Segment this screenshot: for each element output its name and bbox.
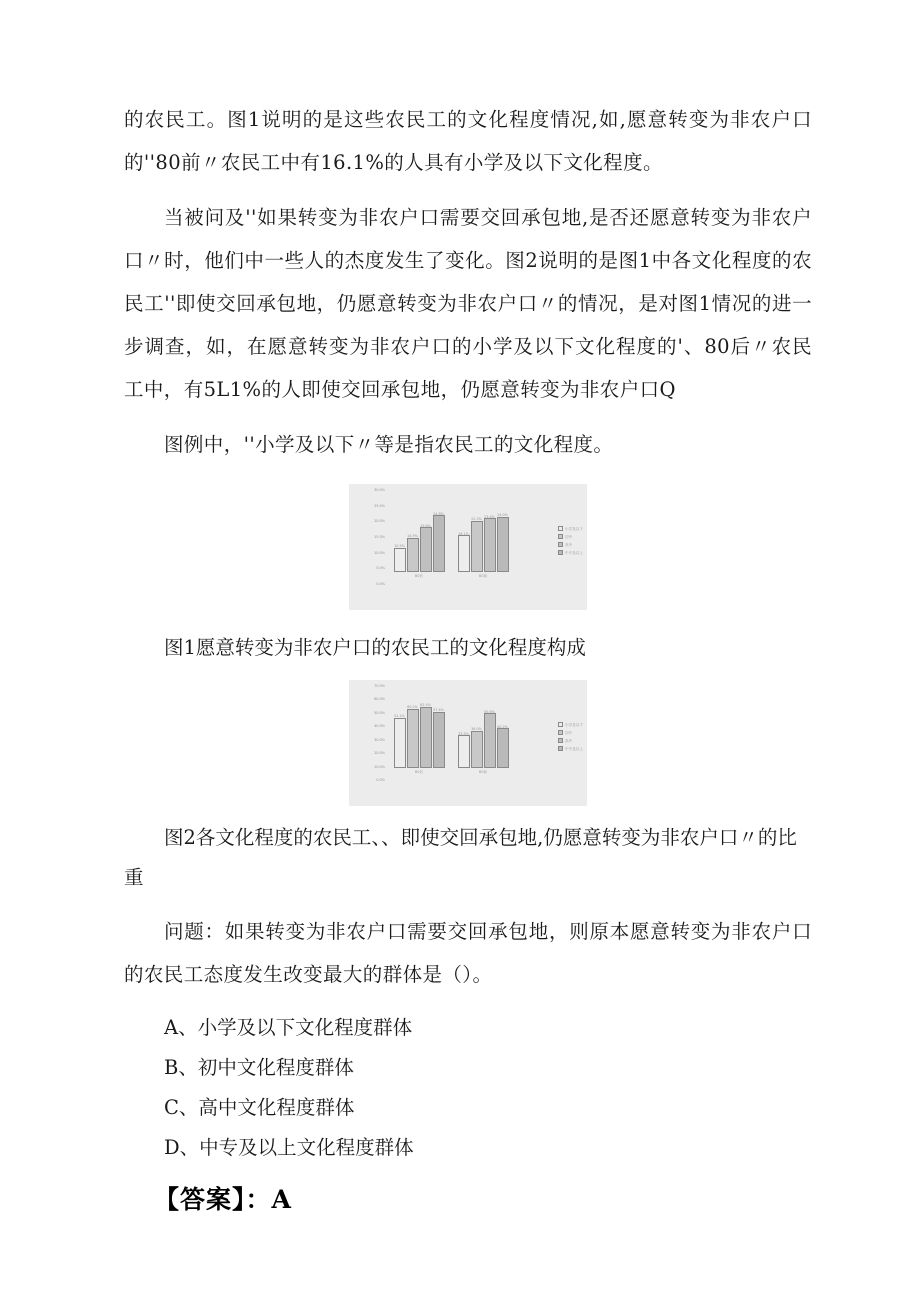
y-axis-tick: 70.0% xyxy=(374,684,385,688)
legend-label: 小学及以下 xyxy=(565,722,583,727)
figure-1-legend xyxy=(558,526,583,555)
bar-value-label: 19.6% xyxy=(420,523,431,528)
bar xyxy=(497,724,509,768)
x-axis-label: 80前 xyxy=(478,574,488,578)
figure-1-y-axis xyxy=(349,488,385,586)
y-axis-tick: 40.0% xyxy=(374,724,385,729)
bar-value-label: 57.4% xyxy=(433,708,444,713)
bar xyxy=(458,731,470,768)
legend-swatch-icon xyxy=(558,730,563,735)
paragraph-2: 当被问及''如果转变为非农户口需要交回承包地,是否还愿意转变为非农户口〃时，他们中一些人的杰度发生了变化。图2说明的是图1中各文化程度的农民工''即使交回承包地，仍愿意转变为非农户口〃的情况，是对图1情况的进一步调查，如，在愿意转变为非农户口的小学及以下文化程度的'、80后〃农民工中，有5L1%的人即使交回承包地，仍愿意转变为非农户口Q xyxy=(124,206,812,401)
y-axis-tick: 10.0% xyxy=(374,764,385,769)
y-axis-tick: 20.0% xyxy=(374,751,385,756)
bar-value-label: 38.0% xyxy=(471,727,482,732)
figure-2-caption: 图2各文化程度的农民工、、即使交回承包地,仍愿意转变为非农户口〃的比重 xyxy=(124,826,797,889)
legend-item xyxy=(558,534,583,539)
bar-value-label: 22.3% xyxy=(471,517,482,522)
y-axis-tick: 30.0% xyxy=(374,737,385,742)
bar-value-label: 16.1% xyxy=(458,531,469,536)
spacer xyxy=(124,898,812,910)
y-axis-tick: 60.0% xyxy=(374,697,385,702)
spacer xyxy=(124,668,812,680)
figure-2-plot xyxy=(387,686,515,782)
option-b[interactable]: B、初中文化程度群体 xyxy=(164,1056,354,1079)
legend-item xyxy=(558,542,583,547)
spacer xyxy=(124,411,812,423)
bar xyxy=(394,714,406,768)
bar-value-label: 51.1% xyxy=(394,714,405,719)
bar-value-label: 10.5% xyxy=(394,544,405,549)
spacer xyxy=(124,466,812,484)
figure-1-caption: 图1愿意转变为非农户口的农民工的文化程度构成 xyxy=(164,636,586,659)
option-d[interactable]: D、中专及以上文化程度群体 xyxy=(164,1136,414,1159)
y-axis-tick: 50.0% xyxy=(374,710,385,715)
legend-swatch-icon xyxy=(558,526,563,531)
legend-label: 中专及以上 xyxy=(565,746,583,751)
legend-label: 初中 xyxy=(565,534,573,539)
legend-swatch-icon xyxy=(558,722,563,727)
y-axis-tick: 0.0% xyxy=(376,777,385,782)
bar-group xyxy=(458,686,509,768)
bar xyxy=(484,514,496,572)
figure-1-wrap xyxy=(124,484,812,610)
x-axis-label: 80后 xyxy=(414,770,424,774)
bar xyxy=(433,511,445,572)
document-content xyxy=(124,98,812,1220)
x-axis-label: 80前 xyxy=(478,770,488,774)
bar xyxy=(433,708,445,768)
bar-group xyxy=(394,490,445,572)
bar xyxy=(458,531,470,572)
spacer xyxy=(124,1168,812,1180)
y-axis-tick: 20.0% xyxy=(374,519,385,524)
legend-item xyxy=(558,722,583,727)
figure-2-x-labels xyxy=(387,768,515,782)
figure-1-plot xyxy=(387,490,515,586)
figure-1-x-labels xyxy=(387,572,515,586)
legend-label: 中专及以上 xyxy=(565,550,583,555)
option-a[interactable]: A、小学及以下文化程度群体 xyxy=(164,1016,413,1039)
paragraph-3: 图例中，''小学及以下〃等是指农民工的文化程度。 xyxy=(164,433,614,456)
legend-swatch-icon xyxy=(558,534,563,539)
legend-item xyxy=(558,738,583,743)
spacer xyxy=(124,806,812,818)
y-axis-tick: 25.0% xyxy=(374,503,385,508)
legend-label: 初中 xyxy=(565,730,573,735)
y-axis-tick: 15.0% xyxy=(374,534,385,539)
legend-item xyxy=(558,550,583,555)
bar-value-label: 33.5% xyxy=(458,731,469,736)
legend-item xyxy=(558,746,583,751)
y-axis-tick: 0.0% xyxy=(376,581,385,586)
legend-label: 小学及以下 xyxy=(565,526,583,531)
bar xyxy=(420,523,432,572)
legend-swatch-icon xyxy=(558,738,563,743)
legend-item xyxy=(558,526,583,531)
bar xyxy=(394,544,406,572)
bar xyxy=(484,709,496,768)
answer-line: 【答案】：A xyxy=(154,1185,292,1214)
bar xyxy=(407,534,419,572)
bar xyxy=(497,513,509,572)
figure-2-bar-groups xyxy=(387,686,515,768)
bar-value-label: 14.9% xyxy=(407,534,418,539)
bar-group xyxy=(394,686,445,768)
bar-value-label: 23.4% xyxy=(484,514,495,519)
bar-value-label: 60.2% xyxy=(407,705,418,710)
figure-2-y-axis xyxy=(349,684,385,782)
y-axis-tick: 30.0% xyxy=(374,488,385,492)
bar-group xyxy=(458,490,509,572)
bar xyxy=(471,517,483,572)
figure-1-chart xyxy=(349,484,587,610)
option-c[interactable]: C、高中文化程度群体 xyxy=(164,1096,355,1119)
legend-item xyxy=(558,730,583,735)
y-axis-tick: 5.0% xyxy=(376,566,385,571)
spacer xyxy=(124,996,812,1008)
figure-2-wrap xyxy=(124,680,812,806)
legend-swatch-icon xyxy=(558,746,563,751)
legend-swatch-icon xyxy=(558,542,563,547)
question-text: 问题：如果转变为非农户口需要交回承包地，则原本愿意转变为非农户口的农民工态度发生改变最大的群体是（）。 xyxy=(124,920,812,986)
legend-swatch-icon xyxy=(558,550,563,555)
bar xyxy=(471,727,483,768)
bar xyxy=(420,703,432,769)
legend-label: 高中 xyxy=(565,542,573,547)
y-axis-tick: 10.0% xyxy=(374,550,385,555)
figure-1-bar-groups xyxy=(387,490,515,572)
bar-value-label: 24.8% xyxy=(433,511,444,516)
bar-value-label: 24.0% xyxy=(497,513,508,518)
spacer xyxy=(124,610,812,628)
bar xyxy=(407,705,419,768)
paragraph-1: 的农民工。图1说明的是这些农民工的文化程度情况,如,愿意转变为非农户口的''80前〃农民工中有16.1%的人具有小学及以下文化程度。 xyxy=(124,108,812,174)
figure-2-legend xyxy=(558,722,583,751)
figure-2-chart xyxy=(349,680,587,806)
legend-label: 高中 xyxy=(565,738,573,743)
bar-value-label: 62.5% xyxy=(420,703,431,707)
bar-value-label: 55.6% xyxy=(484,709,495,714)
x-axis-label: 80后 xyxy=(414,574,424,578)
spacer xyxy=(124,184,812,196)
bar-value-label: 40.2% xyxy=(497,724,508,729)
